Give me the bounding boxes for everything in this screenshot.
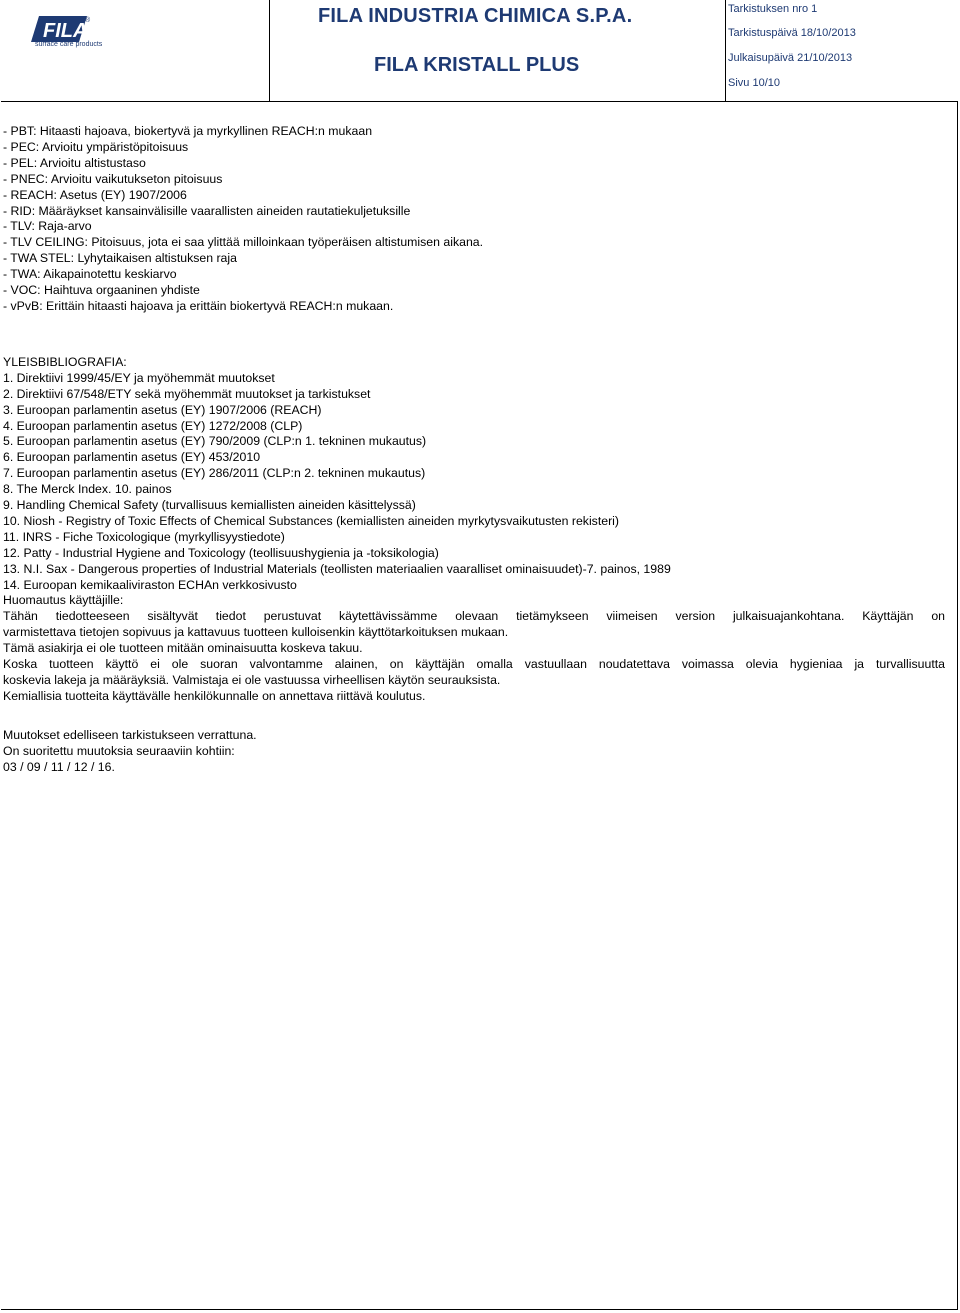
product-name: FILA KRISTALL PLUS [374, 54, 580, 76]
logo-area [1, 0, 101, 101]
document-body [3, 124, 945, 776]
notice-paragraph-3-line-2: koskevia lakeja ja määräyksiä. Valmistaja ei ole vastuussa virheellisen käytön seurauksista. [3, 673, 501, 687]
list-item: 10. Niosh - Registry of Toxic Effects of Chemical Substances (kemiallisten aineiden myrkytysvaikutusten rekisteri) [3, 513, 619, 528]
revision-date: Tarkistuspäivä 18/10/2013 [728, 27, 856, 39]
list-item: 1. Direktiivi 1999/45/EY ja myöhemmät muutokset [3, 370, 275, 385]
list-item: 4. Euroopan parlamentin asetus (EY) 1272/2008 (CLP) [3, 418, 303, 433]
list-item: - RID: Määräykset kansainvälisille vaarallisten aineiden rautatiekuljetuksille [3, 203, 411, 218]
list-item: 12. Patty - Industrial Hygiene and Toxicology (teollisuushygienia ja -toksikologia) [3, 545, 439, 560]
list-item: 9. Handling Chemical Safety (turvallisuus kemiallisten aineiden käsittelyssä) [3, 498, 416, 513]
logo-tagline: surface care products [35, 41, 103, 48]
notice-paragraph-3-line-1: Koska tuotteen käyttö ei ole suoran valvontamme alainen, on käyttäjän omalla vastuullaan noudatettava voimassa olevia hygieniaa ja turvallisuutta [3, 657, 945, 672]
revision-info [728, 0, 958, 101]
notice-paragraph-1-line-1: Tähän tiedotteeseen sisältyvät tiedot perustuvat käytettävissämme olevaan tietämykseen viimeisen version julkaisuajankohtana. Käyttäjän on [3, 609, 945, 624]
company-name: FILA INDUSTRIA CHIMICA S.P.A. [318, 5, 633, 27]
changes-section [3, 728, 945, 776]
notice-paragraph-4: Kemiallisia tuotteita käyttävälle henkilökunnalle on annettava riittävä koulutus. [3, 688, 426, 703]
revision-number: Tarkistuksen nro 1 [728, 3, 818, 15]
list-item: - PEL: Arvioitu altistustaso [3, 155, 146, 170]
list-item: 3. Euroopan parlamentin asetus (EY) 1907/2006 (REACH) [3, 402, 322, 417]
list-item: 13. N.I. Sax - Dangerous properties of Industrial Materials (teollisten materiaalien vaaralliset ominaisuudet)-7. painos, 1989 [3, 561, 671, 576]
list-item: - REACH: Asetus (EY) 1907/2006 [3, 187, 187, 202]
list-item: 11. INRS - Fiche Toxicologique (myrkyllisyystiedote) [3, 529, 285, 544]
list-item: - TLV CEILING: Pitoisuus, jota ei saa ylittää milloinkaan työperäisen altistumisen aikana. [3, 235, 484, 250]
changes-line-2: On suoritettu muutoksia seuraaviin kohtiin: [3, 743, 235, 758]
bibliography-section [3, 355, 945, 594]
notice-heading: Huomautus käyttäjille: [3, 593, 124, 608]
logo-registered-mark: ® [85, 17, 91, 24]
notice-paragraph-2: Tämä asiakirja ei ole tuotteen mitään ominaisuutta koskeva takuu. [3, 641, 363, 656]
list-item: 2. Direktiivi 67/548/ETY sekä myöhemmät muutokset ja tarkistukset [3, 386, 371, 401]
title-area [269, 0, 726, 101]
list-item: - TWA STEL: Lyhytaikaisen altistuksen raja [3, 251, 237, 266]
list-item: - PBT: Hitaasti hajoava, biokertyvä ja myrkyllinen REACH:n mukaan [3, 124, 373, 138]
fila-logo [29, 12, 93, 44]
bibliography-heading: YLEISBIBLIOGRAFIA: [3, 354, 127, 369]
list-item: 8. The Merck Index. 10. painos [3, 482, 172, 497]
page-number: Sivu 10/10 [728, 77, 780, 89]
list-item: 7. Euroopan parlamentin asetus (EY) 286/2011 (CLP:n 2. tekninen mukautus) [3, 466, 426, 481]
document-header [1, 0, 958, 102]
changes-line-3: 03 / 09 / 11 / 12 / 16. [3, 759, 115, 774]
list-item: - PEC: Arvioitu ympäristöpitoisuus [3, 139, 189, 154]
list-item: - TWA: Aikapainotettu keskiarvo [3, 267, 177, 282]
user-notice-section [3, 593, 945, 704]
list-item: - PNEC: Arvioitu vaikutukseton pitoisuus [3, 171, 223, 186]
bottom-border [1, 1309, 958, 1310]
list-item: - VOC: Haihtuva orgaaninen yhdiste [3, 283, 200, 298]
right-border [957, 101, 958, 1310]
list-item: 5. Euroopan parlamentin asetus (EY) 790/2009 (CLP:n 1. tekninen mukautus) [3, 434, 427, 449]
list-item: - TLV: Raja-arvo [3, 219, 92, 234]
list-item: 14. Euroopan kemikaaliviraston ECHAn verkkosivusto [3, 577, 297, 592]
logo-text: FILA [43, 20, 88, 42]
changes-line-1: Muutokset edelliseen tarkistukseen verrattuna. [3, 727, 257, 742]
list-item: 6. Euroopan parlamentin asetus (EY) 453/2010 [3, 450, 261, 465]
notice-paragraph-1-line-2: varmistettava tietojen sopivuus ja kattavuus tuotteen kulloisenkin käyttötarkoituksen mukaan. [3, 625, 509, 640]
list-item: - vPvB: Erittäin hitaasti hajoava ja erittäin biokertyvä REACH:n mukaan. [3, 298, 394, 313]
release-date: Julkaisupäivä 21/10/2013 [728, 52, 853, 64]
abbreviations-list [3, 124, 945, 315]
